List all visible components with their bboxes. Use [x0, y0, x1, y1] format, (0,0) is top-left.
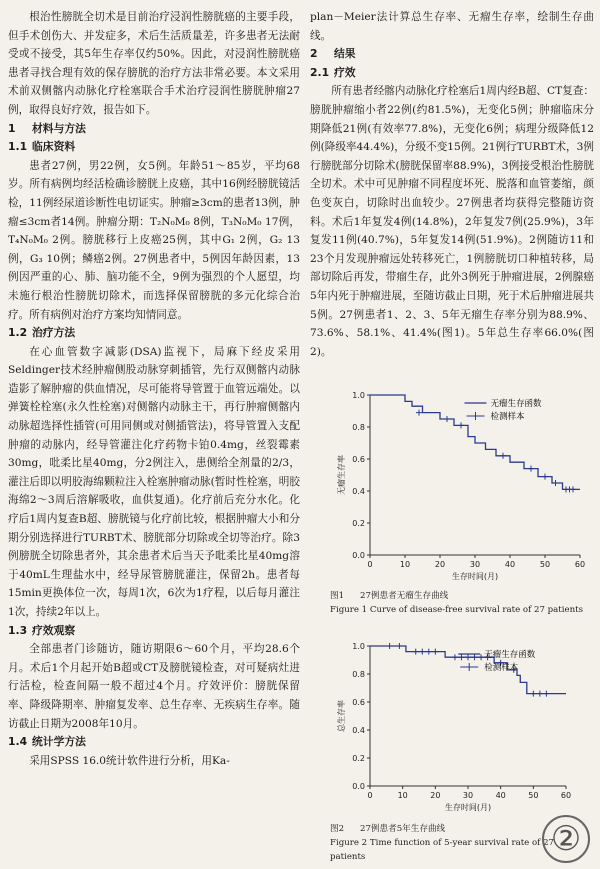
- subsection-number: 2.1: [310, 65, 330, 79]
- censored-sample-marker: [416, 410, 422, 416]
- censored-sample-marker: [542, 474, 548, 480]
- censored-sample-marker: [528, 466, 534, 472]
- censored-sample-marker: [537, 691, 543, 697]
- x-tick-label: 40: [504, 560, 516, 569]
- censored-sample-marker: [500, 453, 506, 459]
- left-column: [8, 8, 300, 770]
- y-tick-label: 0.2: [352, 519, 365, 528]
- y-tick-label: 0.4: [352, 726, 365, 735]
- figure-1: [330, 385, 592, 617]
- censored-sample-marker: [396, 643, 402, 649]
- x-tick-label: 60: [560, 791, 572, 800]
- censored-sample-marker: [553, 480, 559, 486]
- subsection-number: 1.1: [8, 140, 28, 154]
- y-tick-label: 0.8: [352, 670, 365, 679]
- y-axis-label: 无瘤生存率: [337, 455, 346, 495]
- subsection-number: 1.3: [8, 623, 28, 637]
- x-axis-label: 生存时间(月): [451, 572, 499, 581]
- x-tick-label: 60: [574, 560, 586, 569]
- section-title: 材料与方法: [32, 121, 86, 135]
- y-tick-label: 0.6: [352, 455, 365, 464]
- y-tick-label: 0.8: [352, 423, 365, 432]
- figure-1-title-cn: 27例患者无瘤生存曲线: [360, 591, 449, 601]
- censored-sample-marker: [419, 649, 425, 655]
- y-tick-label: 0.6: [352, 698, 365, 707]
- x-tick-label: 40: [495, 791, 506, 800]
- censored-sample-marker: [458, 654, 464, 660]
- y-tick-label: 0.2: [352, 754, 365, 763]
- subsection-heading-1-3: [8, 622, 300, 641]
- page-number: ②: [542, 815, 590, 863]
- censored-sample-marker: [543, 691, 549, 697]
- x-tick-label: 50: [528, 791, 539, 800]
- intro-paragraph: 根治性膀胱全切术是目前治疗浸润性膀胱癌的主要手段，但手术创伤大、并发症多，术后生活质量差，许多患者无法耐受或不接受，其5年生存率仅约50%。因此，对浸润性膀胱癌患者寻找合理有效的保存膀胱的治疗方法非常必要。本文采用术前双侧髂内动脉化疗栓塞联合手术治疗浸润性膀胱肿瘤27例，取得良好疗效，报告如下。: [8, 11, 300, 116]
- censored-sample-marker: [426, 649, 432, 655]
- figure-1-number: 图1: [330, 591, 345, 601]
- subsection-title: 疗效观察: [32, 623, 76, 637]
- x-tick-label: 10: [397, 791, 408, 800]
- censored-sample-marker: [387, 643, 393, 649]
- results-paragraph: 所有患者经髂内动脉化疗栓塞后1周内经B超、CT复查：膀胱肿瘤缩小者22例(约81.5%)，无变化5例；肿瘤临床分期降低21例(有效率77.8%)，无变化6例；病理分级降低12例(降级率44.4%)，分级不变15例。21例行TURBT术，3例行膀胱部分切除术(膀胱保留率88.9%)，3例接受根治性膀胱全切术。术中可见肿瘤不同程度坏死、脱落和血管萎缩，颜色变灰白，切除时出血较少。27例患者均获得完整随访资料。术后1年复发4例(14.8%)，2年复发7例(25.9%)，3年复发11例(40.7%)，5年复发14例(51.9%)。2例随访11和23个月发现肿瘤远处转移死亡，1例膀胱切口种植转移，局部切除后再发，带瘤生存，此外3例死于肿瘤进展，2例腺癌5年内死于肿瘤进展，至随访截止日期，死于术后肿瘤进展共5例。27例患者1、2、3、5年无瘤生存率分别为88.9%、73.6%、58.1%、41.4%(图1)。5年总生存率66.0%(图2)。: [310, 85, 594, 358]
- x-tick-label: 10: [399, 560, 411, 569]
- censored-sample-marker: [570, 486, 576, 492]
- subsection-number: 1.4: [8, 735, 28, 749]
- section-heading-1: [8, 120, 300, 139]
- censored-sample-marker: [452, 654, 458, 660]
- subsection-heading-1-4: [8, 733, 300, 752]
- y-tick-label: 0.0: [352, 782, 365, 791]
- x-tick-label: 50: [539, 560, 551, 569]
- censored-sample-marker: [413, 649, 419, 655]
- section-title: 结果: [334, 47, 356, 61]
- legend-cross-swatch: [467, 412, 485, 420]
- observation-paragraph: 全部患者门诊随访，随访期限6～60个月，平均28.6个月。术后1个月起开始B超或CT及膀胱镜检查，对可疑病灶进行活检，检查间隔一般不超过4个月。疗效评价：膀胱保留率、降级降期率、肿瘤复发率、总生存率、无疾病生存率。随访截止日期为2008年10月。: [8, 643, 300, 730]
- chart-2-svg: [330, 638, 592, 818]
- section-number: 2: [310, 47, 318, 61]
- clinical-data-paragraph: 患者27例，男22例，女5例。年龄51～85岁，平均68岁。所有病例均经活检确诊膀胱上皮癌，其中16例经膀胱镜活检，11例经尿道诊断性电切证实。肿瘤≥3cm的患者13例，肿瘤≤3cm者14例。肿瘤分期：T₂N₀M₀ 8例，T₃N₀M₀ 17例，T₄N₀M₀ 2例。膀胱移行上皮癌25例，其中G₁ 2例，G₂ 13例，G₃ 10例；鳞癌2例。27例患者中，5例因年龄因素，13例因严重的心、肺、脑功能不全，9例为强烈的个人愿望，均未施行根治性膀胱切除术，而选择保留膀胱的多元化综合治疗。所有病例对治疗方案均知情同意。: [8, 159, 300, 321]
- subsection-title: 临床资料: [32, 140, 76, 154]
- survival-step-line: [370, 395, 580, 489]
- y-tick-label: 1.0: [352, 391, 365, 400]
- legend-label-cross: 检测样本: [484, 663, 519, 673]
- figure-1-caption-en: Figure 1 Curve of disease-free survival rate of 27 patients: [330, 605, 583, 615]
- x-tick-label: 20: [430, 791, 441, 800]
- subsection-heading-1-1: [8, 138, 300, 157]
- censored-sample-marker: [530, 691, 536, 697]
- legend-label-line: 无瘤生存函数: [490, 399, 542, 409]
- censored-sample-marker: [472, 654, 478, 660]
- censored-sample-marker: [444, 416, 450, 422]
- figure-2-caption-en: Figure 2 Time function of 5-year survival rate of 27 patients: [330, 838, 555, 862]
- statistics-paragraph: 采用SPSS 16.0统计软件进行分析，用Ka-: [29, 754, 230, 767]
- legend-label-cross: 检测样本: [490, 412, 525, 422]
- x-axis-label: 生存时间(月): [444, 803, 492, 812]
- subsection-heading-2-1: [310, 64, 594, 83]
- x-tick-label: 0: [367, 791, 373, 800]
- statistics-continuation: plan－Meier法计算总生存率、无瘤生存率，绘制生存曲线。: [310, 11, 594, 42]
- figure-2-title-cn: 27例患者5年生存曲线: [360, 824, 446, 834]
- treatment-paragraph: 在心血管数字减影(DSA)监视下，局麻下经皮采用Seldinger技术经肿瘤侧股动脉穿刺插管，先行双侧髂内动脉造影了解肿瘤的供血情况，尽可能将导管置于血管远端处。以弹簧栓栓塞(永久性栓塞)对侧髂内动脉主干，再行肿瘤侧髂内动脉超选择性插管(可用同侧或对侧插管法)，将导管置入支配肿瘤的动脉内，经导管灌注化疗药物卡铂0.4mg，丝裂霉素30mg，吡柔比星40mg，分2例注入，患侧给全剂量的2/3，灌注后即以明胶海绵颗粒注入栓塞肿瘤动脉(暂时性栓塞，明胶海绵2～3周后溶解吸收，血供复通)。化疗前后充分水化。化疗后1周内复查B超、膀胱镜与化疗前比较，根据肿瘤大小和分期分别选择进行TURBT术、膀胱部分切除或全切等治疗。除3例膀胱全切除患者外，其余患者术后当天予吡柔比星40mg溶于40mL生理盐水中，经导尿管膀胱灌注，保留2h。患者每15min更换体位一次，每周1次，6次为1疗程，以后每月灌注1次，持续2年以上。: [8, 345, 300, 618]
- chart-1-svg: [330, 385, 592, 585]
- y-axis-label: 总生存率: [337, 700, 346, 732]
- section-number: 1: [8, 121, 16, 135]
- subsection-title: 疗效: [334, 65, 356, 79]
- subsection-number: 1.2: [8, 326, 28, 340]
- censored-sample-marker: [478, 654, 484, 660]
- figure-2-number: 图2: [330, 824, 345, 834]
- legend-cross-swatch: [460, 663, 478, 671]
- survival-step-line: [370, 646, 566, 694]
- right-column: [310, 8, 594, 361]
- censored-sample-marker: [432, 649, 438, 655]
- x-tick-label: 30: [462, 791, 474, 800]
- y-tick-label: 0.4: [352, 487, 365, 496]
- subsection-title: 统计学方法: [32, 735, 86, 749]
- censored-sample-marker: [465, 654, 471, 660]
- censored-sample-marker: [458, 422, 464, 428]
- y-tick-label: 1.0: [352, 642, 365, 651]
- subsection-title: 治疗方法: [32, 326, 76, 340]
- section-heading-2: [310, 45, 594, 64]
- x-tick-label: 20: [434, 560, 446, 569]
- legend-label-line: 无瘤生存函数: [484, 650, 536, 660]
- x-tick-label: 30: [469, 560, 481, 569]
- subsection-heading-1-2: [8, 324, 300, 343]
- y-tick-label: 0.0: [352, 551, 365, 560]
- x-tick-label: 0: [367, 560, 373, 569]
- figure-1-caption-cn: [330, 589, 592, 603]
